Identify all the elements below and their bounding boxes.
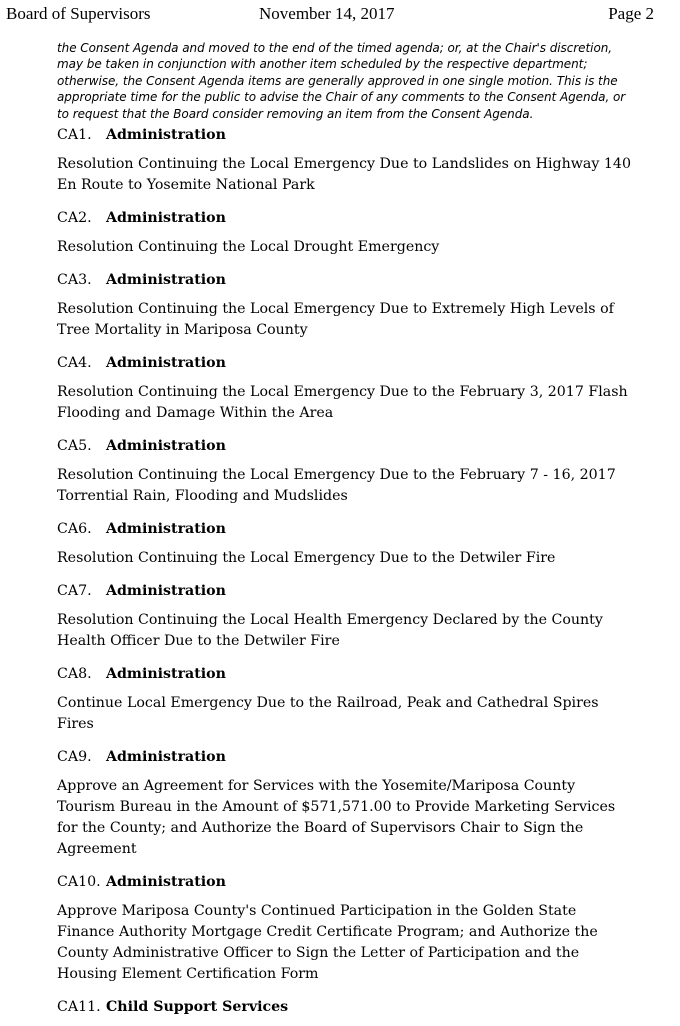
agenda-item-heading: [57, 663, 657, 685]
header-organization: Board of Supervisors: [6, 4, 151, 23]
agenda-item-number: CA8.: [57, 666, 92, 682]
agenda-item-heading: [57, 871, 657, 893]
description-line: County Administrative Officer to Sign the Letter of Participation and the: [57, 945, 580, 961]
agenda-item: [57, 746, 657, 860]
agenda-item-number: CA3.: [57, 272, 92, 288]
agenda-item-number: CA2.: [57, 210, 92, 226]
description-line: Continue Local Emergency Due to the Railroad, Peak and Cathedral Spires: [57, 695, 599, 711]
agenda-item-department: Administration: [106, 521, 226, 537]
description-line: Fires: [57, 716, 94, 732]
description-line: Resolution Continuing the Local Emergency Due to Extremely High Levels of: [57, 301, 614, 317]
agenda-item: [57, 518, 657, 569]
agenda-item-description: [57, 693, 657, 735]
description-line: Resolution Continuing the Local Emergency Due to the February 7 - 16, 2017: [57, 467, 616, 483]
agenda-item-number: CA11.: [57, 999, 101, 1015]
description-line: Flooding and Damage Within the Area: [57, 405, 334, 421]
agenda-item-number: CA5.: [57, 438, 92, 454]
agenda-item-description: [57, 901, 657, 985]
description-line: En Route to Yosemite National Park: [57, 177, 315, 193]
agenda-item-department: Administration: [106, 272, 226, 288]
description-line: Torrential Rain, Flooding and Mudslides: [57, 488, 348, 504]
agenda-item-description: [57, 237, 657, 258]
agenda-item-number: CA7.: [57, 583, 92, 599]
intro-line: otherwise, the Consent Agenda items are generally approved in one single motion. This is the: [57, 73, 618, 88]
agenda-item-heading: [57, 746, 657, 768]
agenda-item: [57, 580, 657, 652]
agenda-item-description: [57, 465, 657, 507]
agenda-item-description: [57, 776, 657, 860]
description-line: Health Officer Due to the Detwiler Fire: [57, 633, 340, 649]
agenda-item-heading: [57, 124, 657, 146]
agenda-item-department: Administration: [106, 666, 226, 682]
agenda-item-description: [57, 548, 657, 569]
page-header: [6, 4, 654, 26]
header-page-number: Page 2: [608, 4, 654, 23]
agenda-item: [57, 435, 657, 507]
agenda-item: [57, 996, 657, 1018]
agenda-item-heading: [57, 518, 657, 540]
consent-agenda-intro: [57, 40, 657, 122]
agenda-item-heading: [57, 269, 657, 291]
agenda-item-department: Child Support Services: [106, 999, 289, 1015]
agenda-item: [57, 124, 657, 196]
description-line: Tourism Bureau in the Amount of $571,571.00 to Provide Marketing Services: [57, 799, 616, 815]
consent-agenda-items: [57, 124, 657, 1026]
description-line: Resolution Continuing the Local Drought Emergency: [57, 239, 440, 255]
description-line: Approve Mariposa County's Continued Participation in the Golden State: [57, 903, 577, 919]
agenda-item-department: Administration: [106, 438, 226, 454]
agenda-item-heading: [57, 352, 657, 374]
agenda-item-department: Administration: [106, 874, 226, 890]
agenda-item-heading: [57, 207, 657, 229]
description-line: Finance Authority Mortgage Credit Certificate Program; and Authorize the: [57, 924, 598, 940]
intro-line: the Consent Agenda and moved to the end of the timed agenda; or, at the Chair's discretion,: [57, 41, 613, 55]
agenda-item-heading: [57, 996, 657, 1018]
agenda-item-description: [57, 610, 657, 652]
agenda-item-department: Administration: [106, 127, 226, 143]
agenda-item: [57, 269, 657, 341]
agenda-item-department: Administration: [106, 210, 226, 226]
description-line: Approve an Agreement for Services with the Yosemite/Mariposa County: [57, 778, 576, 794]
description-line: Tree Mortality in Mariposa County: [57, 322, 308, 338]
agenda-item-heading: [57, 435, 657, 457]
header-date: November 14, 2017: [259, 4, 395, 23]
agenda-item-department: Administration: [106, 355, 226, 371]
description-line: Resolution Continuing the Local Emergency Due to Landslides on Highway 140: [57, 156, 631, 172]
description-line: Housing Element Certification Form: [57, 966, 319, 982]
agenda-item-description: [57, 154, 657, 196]
agenda-item: [57, 352, 657, 424]
intro-line: to request that the Board consider removing an item from the Consent Agenda.: [57, 106, 534, 121]
agenda-item-department: Administration: [106, 749, 226, 765]
description-line: Resolution Continuing the Local Health Emergency Declared by the County: [57, 612, 603, 628]
agenda-item: [57, 207, 657, 258]
intro-line: may be taken in conjunction with another item scheduled by the respective department;: [57, 57, 588, 72]
description-line: Agreement: [57, 841, 137, 857]
agenda-item: [57, 663, 657, 735]
agenda-item-heading: [57, 580, 657, 602]
agenda-item-number: CA10.: [57, 874, 101, 890]
intro-line: appropriate time for the public to advise the Chair of any comments to the Consent Agenda, or: [57, 90, 626, 105]
agenda-item-number: CA4.: [57, 355, 92, 371]
description-line: for the County; and Authorize the Board of Supervisors Chair to Sign the: [57, 820, 584, 836]
agenda-item-description: [57, 299, 657, 341]
description-line: Resolution Continuing the Local Emergency Due to the Detwiler Fire: [57, 550, 556, 566]
agenda-item: [57, 871, 657, 985]
agenda-item-description: [57, 382, 657, 424]
agenda-item-number: CA1.: [57, 127, 92, 143]
agenda-item-number: CA9.: [57, 749, 92, 765]
agenda-item-department: Administration: [106, 583, 226, 599]
agenda-item-number: CA6.: [57, 521, 92, 537]
description-line: Resolution Continuing the Local Emergency Due to the February 3, 2017 Flash: [57, 384, 628, 400]
